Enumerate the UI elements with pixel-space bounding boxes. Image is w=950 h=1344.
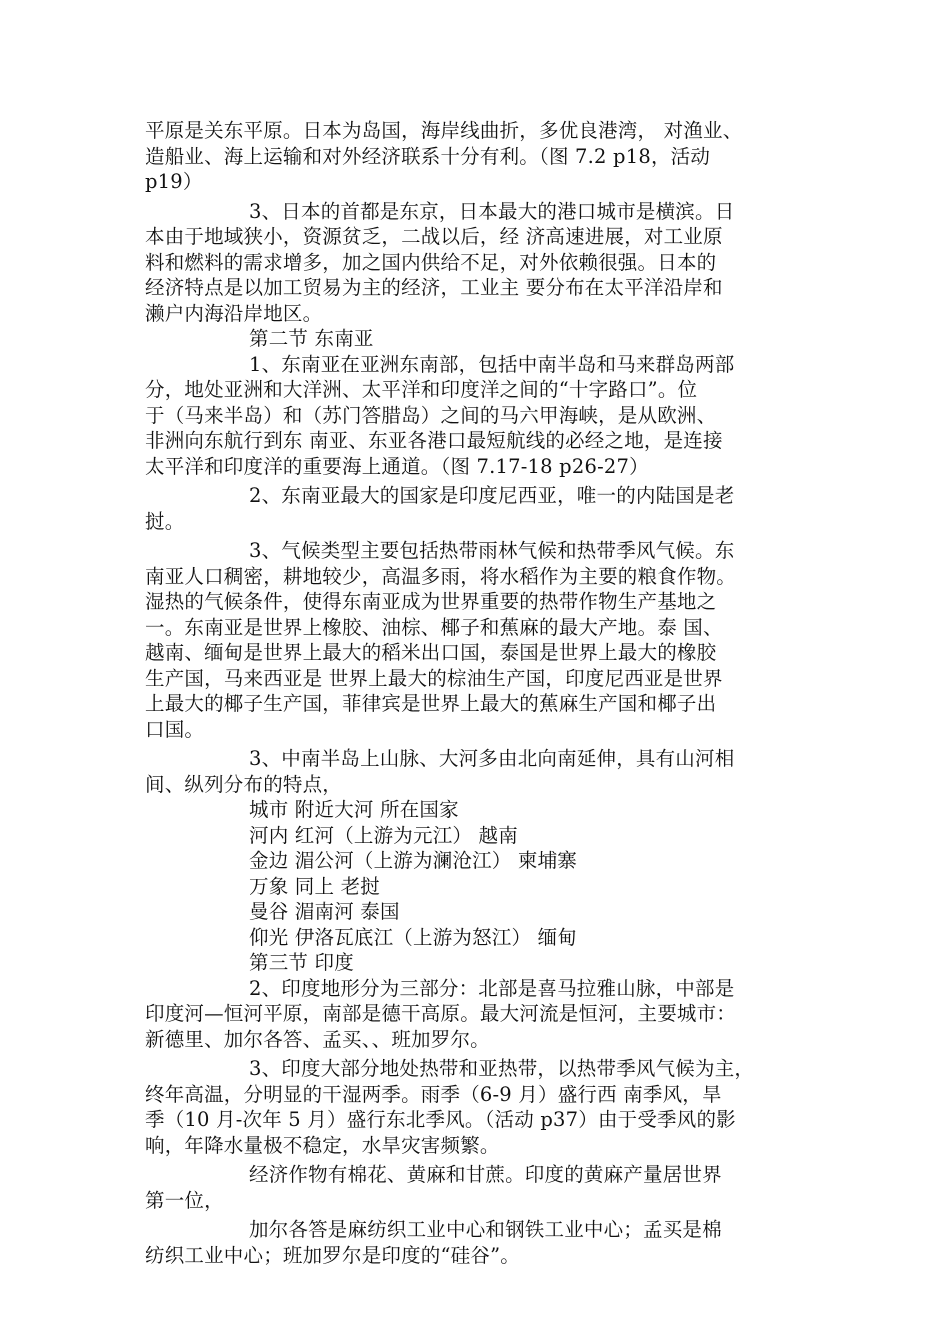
text-line: 2、东南亚最大的国家是印度尼西亚，唯一的内陆国是老	[249, 484, 735, 507]
text-line: 生产国，马来西亚是 世界上最大的棕油生产国，印度尼西亚是世界	[145, 666, 723, 690]
text-line: 3、日本的首都是东京，日本最大的港口城市是横滨。日	[249, 199, 735, 223]
text-line: 濑户内海沿岸地区。	[145, 301, 323, 325]
text-line: 非洲向东航行到东 南亚、东亚各港口最短航线的必经之地，是连接	[145, 429, 723, 452]
text-line: 造船业、海上运输和对外经济联系十分有利。（图 7.2 p18，活动	[145, 144, 711, 168]
text-line: 终年高温，分明显的干湿两季。雨季（6-9 月）盛行西 南季风，旱	[145, 1082, 722, 1106]
document-body	[145, 118, 815, 1268]
text-line: 平原是关东平原。日本为岛国，海岸线曲折，多优良港湾， 对渔业、	[145, 119, 743, 142]
text-line: 城市 附近大河 所在国家	[249, 798, 459, 821]
text-line: 万象 同上 老挝	[249, 874, 380, 898]
text-line: 一。东南亚是世界上橡胶、油棕、椰子和蕉麻的最大产地。泰 国、	[145, 615, 723, 639]
text-line: 分，地处亚洲和大洋洲、太平洋和印度洋之间的“十字路口”。位	[145, 378, 698, 401]
text-line: 3、中南半岛上山脉、大河多由北向南延伸，具有山河相	[249, 747, 735, 770]
text-line: 本由于地域狭小，资源贫乏，二战以后，经 济高速进展，对工业原	[145, 225, 723, 248]
text-line: 第二节 东南亚	[249, 327, 374, 350]
text-line: 第三节 印度	[249, 951, 354, 974]
text-line: 2、印度地形分为三部分：北部是喜马拉雅山脉，中部是	[249, 976, 735, 1000]
text-line: 太平洋和印度洋的重要海上通道。（图 7.17-18 p26-27）	[145, 454, 649, 478]
text-line: 印度河—恒河平原，南部是德干高原。最大河流是恒河，主要城市：	[145, 1002, 737, 1025]
text-line: 曼谷 湄南河 泰国	[249, 900, 400, 923]
text-line: 口国。	[145, 717, 205, 741]
text-line: 3、印度大部分地处热带和亚热带，以热带季风气候为主，	[249, 1057, 755, 1080]
text-line: 纺织工业中心；班加罗尔是印度的“硅谷”。	[145, 1243, 520, 1267]
text-line: 于（马来半岛）和（苏门答腊岛）之间的马六甲海峡，是从欧洲、	[145, 403, 717, 427]
text-line: 3、气候类型主要包括热带雨林气候和热带季风气候。东	[249, 539, 735, 562]
text-line: 上最大的椰子生产国，菲律宾是世界上最大的蕉麻生产国和椰子出	[145, 692, 717, 715]
text-line: 越南、缅甸是世界上最大的稻米出口国，泰国是世界上最大的橡胶	[145, 641, 717, 664]
text-line: 新德里、加尔各答、孟买、、班加罗尔。	[145, 1027, 490, 1051]
text-line: 料和燃料的需求增多，加之国内供给不足，对外依赖很强。日本的	[145, 250, 717, 274]
text-line: 金边 湄公河（上游为澜沧江） 柬埔寨	[249, 849, 577, 872]
text-line: 季（10 月-次年 5 月）盛行东北季风。（活动 p37）由于受季风的影	[145, 1108, 736, 1131]
text-line: p19）	[145, 170, 203, 193]
text-line: 仰光 伊洛瓦底江（上游为怒江） 缅甸	[249, 925, 577, 949]
text-line: 经济特点是以加工贸易为主的经济，工业主 要分布在太平洋沿岸和	[145, 276, 723, 299]
text-line: 河内 红河（上游为元江） 越南	[249, 823, 518, 847]
text-line: 挝。	[145, 509, 185, 533]
text-line: 经济作物有棉花、黄麻和甘蔗。印度的黄麻产量居世界	[249, 1163, 722, 1186]
text-line: 湿热的气候条件，使得东南亚成为世界重要的热带作物生产基地之	[145, 590, 717, 613]
text-line: 响，年降水量极不稳定，水旱灾害频繁。	[145, 1133, 500, 1157]
text-line: 第一位，	[145, 1188, 224, 1212]
text-line: 加尔各答是麻纺织工业中心和钢铁工业中心；孟买是棉	[249, 1218, 722, 1241]
text-line: 1、东南亚在亚洲东南部，包括中南半岛和马来群岛两部	[249, 352, 735, 376]
text-line: 间、纵列分布的特点，	[145, 772, 343, 796]
text-line: 南亚人口稠密，耕地较少，高温多雨，将水稻作为主要的粮食作物。	[145, 564, 737, 588]
